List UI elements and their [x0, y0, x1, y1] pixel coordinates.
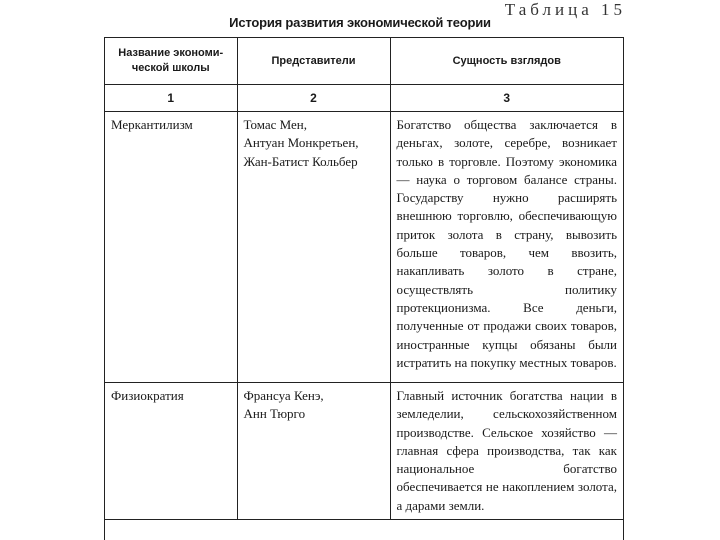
- representative-name: Франсуа Кенэ,: [243, 388, 324, 403]
- essence-text: Богатство общества заключается в деньгах, золоте, серебре, возникает только в торговле. Поэтому экономика — наука о торговом балансе страны. Государству нужно расширять внешнюю торговлю, обеспечивающую приток золота в страну, вывозить больше товаров, чем ввозить, накапливать золото в стране, осуществлять политику протекционизма. Все деньги, полученные от продажи своих товаров, иностранные купцы обязаны были истратить на покупку местных товаров.: [396, 117, 617, 370]
- header-representatives: Представители: [237, 38, 390, 85]
- representatives-mercantilism: [237, 112, 390, 383]
- essence-text: Главный источник богатства нации в земледелии, сельскохозяйственном производстве. Сельское хозяйство — главная сфера производства, так как национальное богатство обеспечивается не накоплением золота, а дарами земли.: [396, 388, 617, 513]
- column-number: 1: [105, 85, 237, 112]
- essence-physiocracy: [390, 383, 623, 520]
- representatives-physiocracy: [237, 383, 390, 520]
- representative-name: Жан-Батист Кольбер: [243, 153, 358, 169]
- representative-name: Томас Мен,: [243, 117, 308, 132]
- header-school-name: Название экономи-ческой школы: [105, 38, 237, 85]
- column-number-row: [105, 85, 623, 112]
- essence-mercantilism: [390, 112, 623, 383]
- table-caption: История развития экономической теории: [229, 15, 491, 30]
- school-name-mercantilism: Меркантилизм: [105, 112, 237, 383]
- table-row: [105, 383, 623, 520]
- column-number: 3: [390, 85, 623, 112]
- table-row: [105, 112, 623, 383]
- school-name-physiocracy: Физиократия: [105, 383, 237, 520]
- header-essence: Сущность взглядов: [390, 38, 623, 85]
- representative-name: Антуан Монкретьен,: [243, 135, 359, 151]
- header-row: [105, 38, 623, 85]
- history-table: [104, 37, 624, 540]
- column-number: 2: [237, 85, 390, 112]
- table-number-label: Таблица 15: [504, 0, 626, 19]
- representative-name: Анн Тюрго: [243, 406, 306, 422]
